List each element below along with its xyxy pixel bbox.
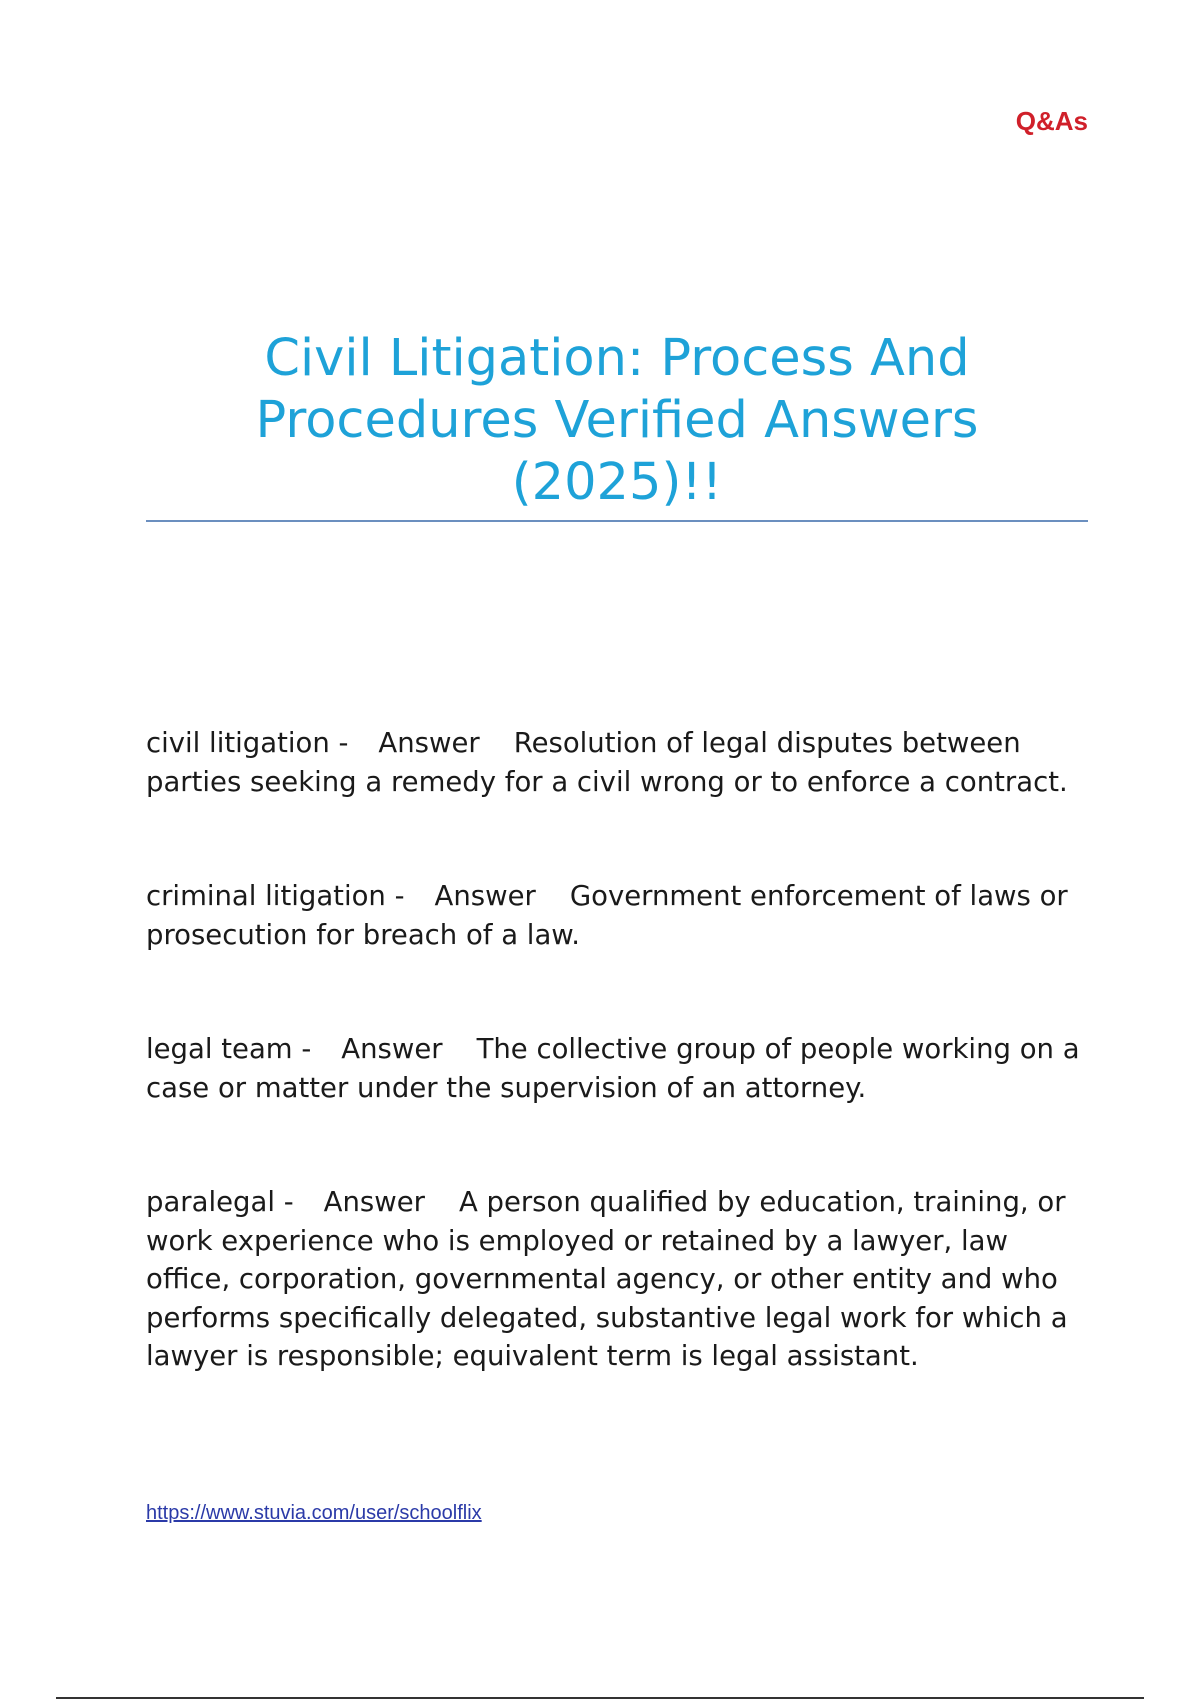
qa-list — [146, 724, 1086, 1452]
qa-answer-label: Answer — [323, 1186, 425, 1218]
source-link[interactable]: https://www.stuvia.com/user/schoolflix — [146, 1502, 482, 1524]
qa-term: criminal litigation - — [146, 880, 405, 912]
qa-term: legal team - — [146, 1033, 312, 1065]
qa-term: civil litigation - — [146, 727, 349, 759]
qa-definition: A person qualified by education, training, or work experience who is employed or retained by a lawyer, law office, corporation, governmental agency, or other entity and who performs specifically delegated, substantive legal work for which a lawyer is responsible; equivalent term is legal assistant. — [146, 1186, 1068, 1372]
document-title: Civil Litigation: Process And Procedures Verified Answers (2025)!! — [255, 329, 979, 512]
qa-definition: The collective group of people working on a case or matter under the supervision of an attorney. — [146, 1033, 1080, 1104]
qa-answer-label: Answer — [341, 1033, 443, 1065]
qa-item-legal-team — [146, 1030, 1086, 1107]
qa-item-paralegal — [146, 1183, 1086, 1376]
qa-item-civil-litigation — [146, 724, 1086, 801]
qa-term: paralegal - — [146, 1186, 294, 1218]
title-divider — [146, 520, 1088, 522]
qa-answer-label: Answer — [378, 727, 480, 759]
qa-tag: Q&As — [1015, 106, 1088, 136]
qa-item-criminal-litigation — [146, 877, 1086, 954]
qa-definition: Government enforcement of laws or prosecution for breach of a law. — [146, 880, 1068, 951]
qa-answer-label: Answer — [434, 880, 536, 912]
qa-definition: Resolution of legal disputes between parties seeking a remedy for a civil wrong or to enforce a contract. — [146, 727, 1068, 798]
footer-divider — [56, 1697, 1144, 1699]
